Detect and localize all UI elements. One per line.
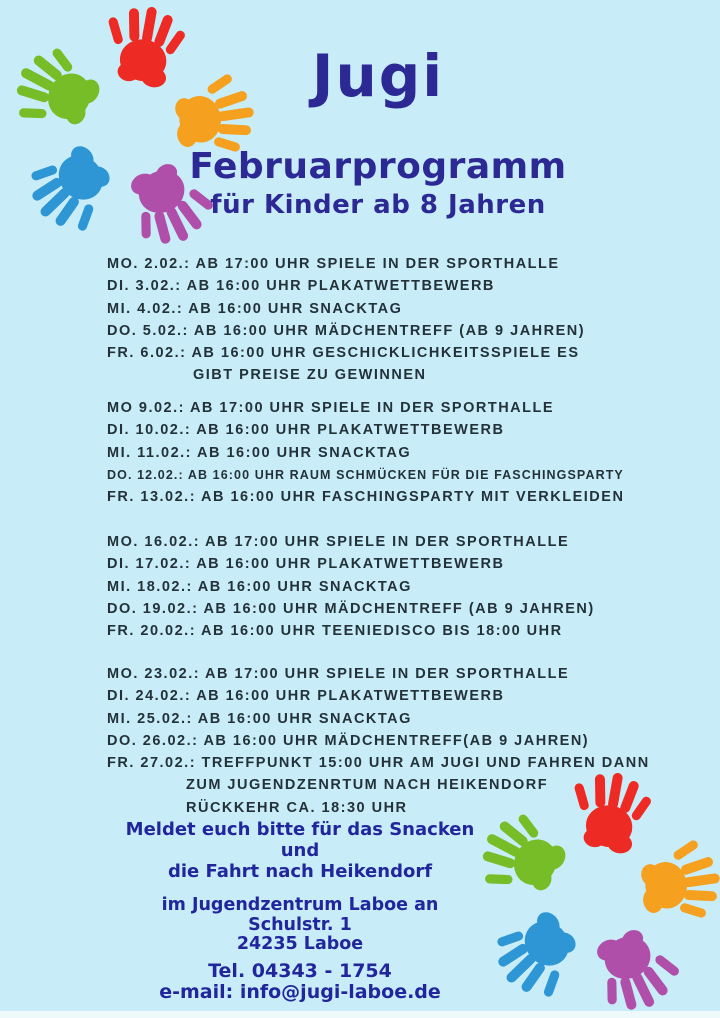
schedule-line: MI. 25.02.: AB 16:00 UHR SNACKTAG — [107, 710, 412, 727]
schedule-week-2 — [107, 397, 697, 508]
handprint-orange-icon — [636, 836, 720, 927]
schedule-week-1 — [107, 253, 697, 387]
program-subtitle: Februarprogramm — [189, 146, 567, 187]
address-line-1: im Jugendzentrum Laboe an — [161, 895, 439, 915]
address-block — [96, 896, 504, 955]
schedule-line: MO. 16.02.: AB 17:00 UHR SPIELE IN DER SPORTHALLE — [107, 534, 570, 550]
schedule-line: MO. 2.02.: AB 17:00 UHR SPIELE IN DER SPORTHALLE — [107, 256, 560, 272]
schedule-line: DO. 19.02.: AB 16:00 UHR MÄDCHENTREFF (AB 9 JAHREN) — [107, 600, 595, 617]
schedule-line: DI. 17.02.: AB 16:00 UHR PLAKATWETTBEWERB — [107, 556, 505, 573]
schedule-line: DO. 5.02.: AB 16:00 UHR MÄDCHENTREFF (AB 9 JAHREN) — [107, 322, 586, 339]
handprint-blue-icon — [15, 133, 128, 246]
schedule-line: DI. 3.02.: AB 16:00 UHR PLAKATWETTBEWERB — [107, 278, 495, 295]
schedule-line: MI. 11.02.: AB 16:00 UHR SNACKTAG — [107, 444, 412, 461]
signup-note-line-2: und — [280, 840, 320, 861]
handprint-blue-icon — [481, 899, 594, 1012]
handprint-purple-icon — [582, 917, 689, 1018]
schedule-line-continuation: RÜCKKEHR CA. 18:30 UHR — [186, 799, 408, 816]
signup-note — [96, 819, 504, 882]
page-title: Jugi — [311, 42, 445, 110]
email-address: e-mail: info@jugi-laboe.de — [159, 980, 441, 1003]
schedule-line: FR. 13.02.: AB 16:00 UHR FASCHINGSPARTY MIT VERKLEIDEN — [107, 489, 625, 506]
schedule-line: MO. 23.02.: AB 17:00 UHR SPIELE IN DER SPORTHALLE — [107, 666, 570, 682]
schedule-line-continuation: ZUM JUGENDZENRTUM NACH HEIKENDORF — [186, 777, 549, 794]
schedule-line: DO. 12.02.: AB 16:00 UHR RAUM SCHMÜCKEN FÜR DIE FASCHINGSPARTY — [107, 467, 624, 482]
phone-number: Tel. 04343 - 1754 — [208, 960, 392, 982]
schedule-line: DO. 26.02.: AB 16:00 UHR MÄDCHENTREFF(AB 9 JAHREN) — [107, 732, 590, 749]
handprint-green-icon — [2, 37, 110, 145]
schedule-line-continuation: GIBT PREISE ZU GEWINNEN — [193, 367, 427, 384]
schedule-line: MI. 4.02.: AB 16:00 UHR SNACKTAG — [107, 300, 403, 317]
schedule-line: FR. 6.02.: AB 16:00 UHR GESCHICKLICHKEITSSPIELE ES — [107, 345, 580, 362]
schedule-line: DI. 10.02.: AB 16:00 UHR PLAKATWETTBEWERB — [107, 422, 505, 439]
handprint-green-icon — [468, 803, 576, 911]
schedule-line: MI. 18.02.: AB 16:00 UHR SNACKTAG — [107, 578, 412, 595]
schedule-line: MO 9.02.: AB 17:00 UHR SPIELE IN DER SPORTHALLE — [107, 400, 555, 416]
paper-bottom-edge — [0, 1011, 720, 1018]
schedule-line: FR. 20.02.: AB 16:00 UHR TEENIEDISCO BIS 18:00 UHR — [107, 623, 563, 640]
schedule-week-3 — [107, 531, 697, 642]
flyer-header — [168, 42, 588, 220]
handprint-flower-icon-bottom-right — [464, 762, 720, 1018]
age-subtitle: für Kinder ab 8 Jahren — [210, 190, 546, 220]
schedule-line: FR. 27.02.: TREFFPUNKT 15:00 UHR AM JUGI UND FAHREN DANN — [107, 755, 650, 772]
address-line-3: 24235 Laboe — [236, 934, 364, 954]
signup-note-line-3: die Fahrt nach Heikendorf — [167, 861, 433, 882]
schedule-line: DI. 24.02.: AB 16:00 UHR PLAKATWETTBEWERB — [107, 688, 505, 705]
contact-block — [96, 961, 504, 1002]
address-line-2: Schulstr. 1 — [248, 914, 352, 935]
signup-note-line-1: Meldet euch bitte für das Snacken — [125, 819, 475, 840]
handprint-red-icon — [563, 766, 656, 858]
